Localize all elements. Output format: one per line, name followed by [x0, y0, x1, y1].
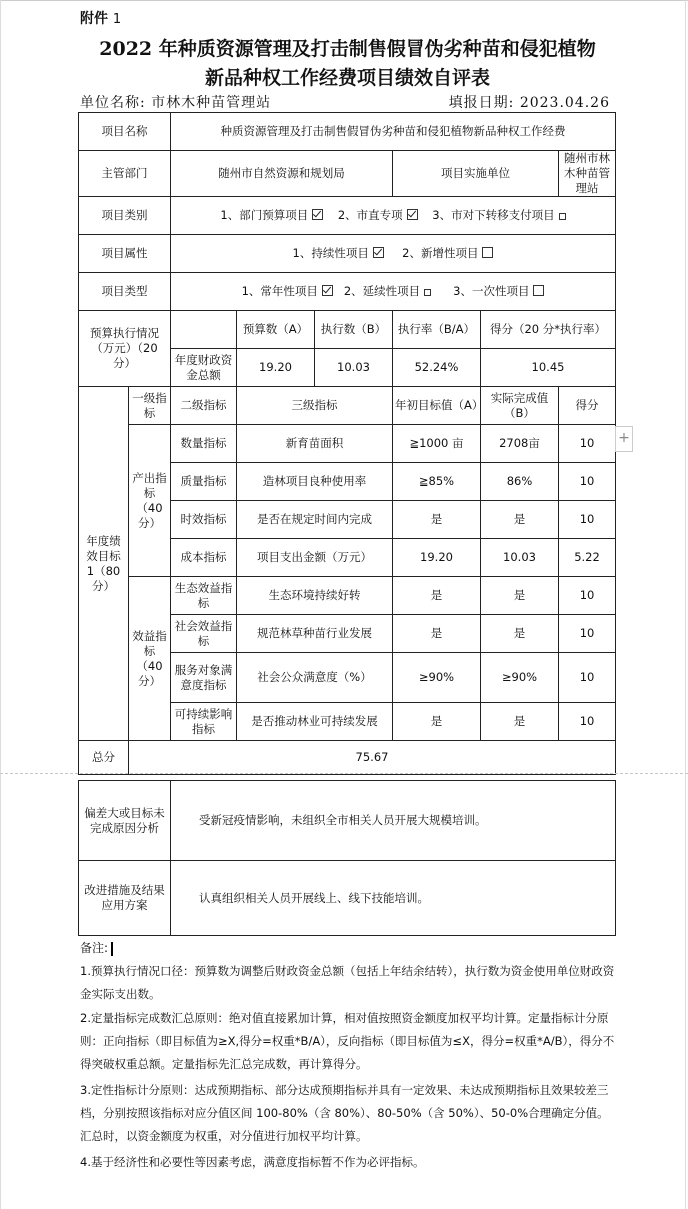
add-row-button[interactable]: +: [615, 426, 633, 452]
benefit-indicator-label: 效益指标（40 分）: [129, 577, 171, 741]
indicator-score: 5.22: [559, 539, 616, 577]
category-opt-dept-budget: 1、部门预算项目: [220, 208, 309, 222]
indicator-target: 是: [393, 703, 481, 741]
indicator-target: ≥90%: [393, 653, 481, 703]
indicator-l3: 社会公众满意度（%）: [237, 653, 393, 703]
indicator-l2: 社会效益指标: [171, 615, 237, 653]
text-cursor: [111, 942, 113, 956]
indicator-target: 是: [393, 577, 481, 615]
type-opt-extended: 2、延续性项目: [343, 284, 421, 298]
unchecked-box-icon[interactable]: [424, 289, 431, 296]
indicator-score: 10: [559, 501, 616, 539]
indicator-actual: 10.03: [481, 539, 559, 577]
project-name-value: 种质资源管理及打击制售假冒伪劣种苗和侵犯植物新品种权工作经费: [171, 113, 616, 151]
page-left-edge: [0, 0, 1, 1209]
measures-value: 认真组织相关人员开展线上、线下技能培训。: [171, 861, 616, 936]
indicator-l3: 规范林草种苗行业发展: [237, 615, 393, 653]
unit-name: 单位名称: 市林木种苗管理站: [80, 95, 272, 111]
impl-unit-label: 项目实施单位: [393, 151, 559, 197]
attr-opt-new: 2、新增性项目: [402, 246, 479, 260]
category-opt-transfer: 3、市对下转移支付项目: [432, 208, 555, 222]
attachment-label: 附件 1: [80, 11, 122, 27]
note-1: 1.预算执行情况口径：预算数为调整后财政资金总额（包括上年结余结转），执行数为资金使用单位财政资金实际支出数。: [80, 964, 615, 1001]
indicator-actual: 是: [481, 615, 559, 653]
document-title-line2: 新品种权工作经费项目绩效自评表: [204, 67, 490, 89]
level2-header: 二级指标: [171, 387, 237, 425]
score-header: 得分: [559, 387, 616, 425]
indicator-target: 19.20: [393, 539, 481, 577]
category-label: 项目类别: [79, 197, 171, 235]
indicator-actual: 86%: [481, 463, 559, 501]
output-indicator-label: 产出指标（40 分）: [129, 425, 171, 577]
document-title-line1: 2022 年种质资源管理及打击制售假冒伪劣种苗和侵犯植物: [99, 38, 596, 60]
indicator-score: 10: [559, 425, 616, 463]
indicator-score: 10: [559, 703, 616, 741]
type-options: [171, 273, 616, 311]
notes-heading-text: 备注:: [80, 941, 109, 955]
note-3: 3.定性指标计分原则：达成预期指标、部分达成预期指标并具有一定效果、未达成预期指标且效果较差三档，分别按照该指标对应分值区间 100-80%（含 80%）、80-50%（含 50%）、50-0%合理确定分值。汇总时，以资金额度为权重，对分值进行加权平均计算。: [80, 1083, 609, 1143]
notes-heading[interactable]: [80, 939, 113, 956]
deviation-value: 受新冠疫情影响，未组织全市相关人员开展大规模培训。: [171, 781, 616, 861]
indicator-l3: 项目支出金额（万元）: [237, 539, 393, 577]
deviation-label: 偏差大或目标未完成原因分析: [79, 781, 171, 861]
indicator-target: ≧85%: [393, 463, 481, 501]
actual-header: 实际完成值（B）: [481, 387, 559, 425]
level3-header: 三级指标: [237, 387, 393, 425]
budget-value: 19.20: [237, 349, 315, 387]
note-2: 2.定量指标完成数汇总原则：绝对值直接累加计算，相对值按照资金额度加权平均计算。定量指标计分原则：正向指标（即目标值为≥X,得分=权重*B/A），反向指标（即目标值为≤X，得分=权重*A/B），得分不得突破权重总额。定量指标先汇总完成数，再计算得分。: [80, 1011, 615, 1071]
indicator-score: 10: [559, 463, 616, 501]
annual-goal-label: 年度绩效目标 1（80 分）: [79, 387, 129, 741]
page-break: [0, 773, 688, 774]
measures-label: 改进措施及结果应用方案: [79, 861, 171, 936]
fiscal-total-label: 年度财政资金总额: [171, 349, 237, 387]
indicator-l2: 生态效益指标: [171, 577, 237, 615]
indicator-l2: 时效指标: [171, 501, 237, 539]
report-date: 填报日期: 2023.04.26: [448, 95, 610, 111]
rate-col-header: 执行率（B/A）: [393, 311, 481, 349]
indicator-target: 是: [393, 501, 481, 539]
budget-col-header: 预算数（A）: [237, 311, 315, 349]
type-opt-onetime: 3、一次性项目: [453, 284, 530, 298]
unchecked-box-icon[interactable]: [482, 247, 493, 258]
indicator-score: 10: [559, 653, 616, 703]
indicator-actual: ≥90%: [481, 653, 559, 703]
indicator-target: 是: [393, 615, 481, 653]
checked-box-icon[interactable]: [407, 209, 418, 220]
target-header: 年初目标值（A）: [393, 387, 481, 425]
indicator-actual: 是: [481, 577, 559, 615]
budget-score-value: 10.45: [481, 349, 616, 387]
indicator-actual: 2708亩: [481, 425, 559, 463]
impl-unit-value: 随州市林木种苗管理站: [559, 151, 616, 197]
evaluation-table: [78, 112, 616, 775]
project-name-label: 项目名称: [79, 113, 171, 151]
indicator-l2: 可持续影响指标: [171, 703, 237, 741]
level1-header: 一级指标: [129, 387, 171, 425]
checked-box-icon[interactable]: [373, 247, 384, 258]
category-opt-city-special: 2、市直专项: [337, 208, 403, 222]
indicator-actual: 是: [481, 501, 559, 539]
dept-value: 随州市自然资源和规划局: [171, 151, 393, 197]
analysis-table: [78, 780, 616, 936]
exec-col-header: 执行数（B）: [315, 311, 393, 349]
total-score-label: 总分: [79, 741, 129, 775]
unchecked-box-icon[interactable]: [559, 213, 566, 220]
indicator-l2: 数量指标: [171, 425, 237, 463]
score-col-header: 得分（20 分*执行率）: [481, 311, 616, 349]
attribute-options: [171, 235, 616, 273]
type-label: 项目类型: [79, 273, 171, 311]
exec-value: 10.03: [315, 349, 393, 387]
indicator-l2: 成本指标: [171, 539, 237, 577]
checked-box-icon[interactable]: [312, 209, 323, 220]
indicator-score: 10: [559, 615, 616, 653]
indicator-l3: 造林项目良种使用率: [237, 463, 393, 501]
indicator-score: 10: [559, 577, 616, 615]
rate-value: 52.24%: [393, 349, 481, 387]
indicator-l3: 生态环境持续好转: [237, 577, 393, 615]
total-score-value: 75.67: [129, 741, 616, 775]
indicator-target: ≧1000 亩: [393, 425, 481, 463]
category-options: [171, 197, 616, 235]
attr-opt-continuous: 1、持续性项目: [292, 246, 369, 260]
indicator-l3: 是否推动林业可持续发展: [237, 703, 393, 741]
dept-label: 主管部门: [79, 151, 171, 197]
budget-label: 预算执行情况（万元）（20 分）: [79, 311, 171, 387]
attribute-label: 项目属性: [79, 235, 171, 273]
indicator-l2: 质量指标: [171, 463, 237, 501]
checked-box-icon[interactable]: [322, 285, 333, 296]
indicator-l3: 新育苗面积: [237, 425, 393, 463]
note-4: 4.基于经济性和必要性等因素考虑，满意度指标暂不作为必评指标。: [80, 1155, 425, 1169]
budget-blank-cell: [171, 311, 237, 349]
page-top-edge: [0, 0, 688, 1]
indicator-l2: 服务对象满意度指标: [171, 653, 237, 703]
unchecked-box-icon[interactable]: [533, 285, 544, 296]
page-right-edge: [685, 0, 686, 1209]
type-opt-annual: 1、常年性项目: [241, 284, 318, 298]
indicator-actual: 是: [481, 703, 559, 741]
indicator-l3: 是否在规定时间内完成: [237, 501, 393, 539]
